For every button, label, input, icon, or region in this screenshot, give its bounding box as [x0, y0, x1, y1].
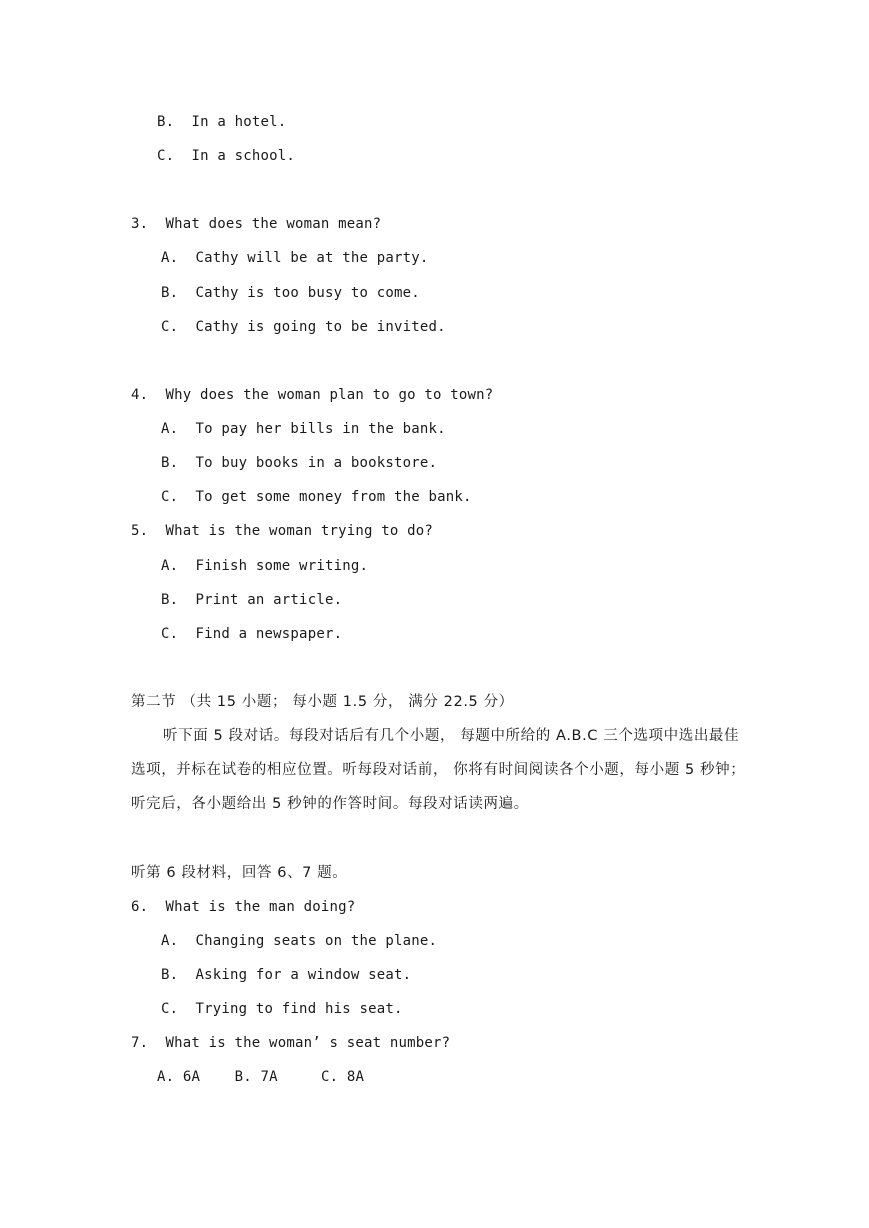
q4-option-a: A. To pay her bills in the bank.	[161, 421, 446, 437]
q4-option-b: B. To buy books in a bookstore.	[161, 455, 438, 471]
q2-option-b: B. In a hotel.	[157, 114, 287, 130]
q5-question: 5. What is the woman trying to do?	[131, 523, 434, 539]
q3-option-c: C. Cathy is going to be invited.	[161, 319, 446, 335]
q6-option-c: C. Trying to find his seat.	[161, 1001, 403, 1017]
q4-question: 4. Why does the woman plan to go to town?	[131, 387, 494, 403]
section-instructions: 听下面 5 段对话。每段对话后有几个小题， 每题中所给的 A.B.C 三个选项中选出最佳选项，并标在试卷的相应位置。听每段对话前， 你将有时间阅读各个小题，每小题 5 秒钟；听完后，各小题给出 5 秒钟的作答时间。每段对话读两遍。	[131, 728, 746, 812]
q4-option-c: C. To get some money from the bank.	[161, 489, 472, 505]
q5-option-c: C. Find a newspaper.	[161, 626, 343, 642]
q3-option-a: A. Cathy will be at the party.	[161, 250, 429, 266]
q7-options: A. 6A B. 7A C. 8A	[157, 1069, 365, 1085]
q3-option-b: B. Cathy is too busy to come.	[161, 285, 420, 301]
q3-question: 3. What does the woman mean?	[131, 216, 382, 232]
q6-option-a: A. Changing seats on the plane.	[161, 933, 438, 949]
q7-question: 7. What is the woman’ s seat number?	[131, 1035, 451, 1051]
q5-option-a: A. Finish some writing.	[161, 558, 369, 574]
q6-option-b: B. Asking for a window seat.	[161, 967, 412, 983]
material-intro: 听第 6 段材料，回答 6、7 题。	[131, 865, 348, 881]
q2-option-c: C. In a school.	[157, 148, 296, 164]
section-heading: 第二节 （共 15 小题； 每小题 1.5 分， 满分 22.5 分）	[131, 694, 514, 710]
q6-question: 6. What is the man doing?	[131, 899, 356, 915]
q5-option-b: B. Print an article.	[161, 592, 343, 608]
